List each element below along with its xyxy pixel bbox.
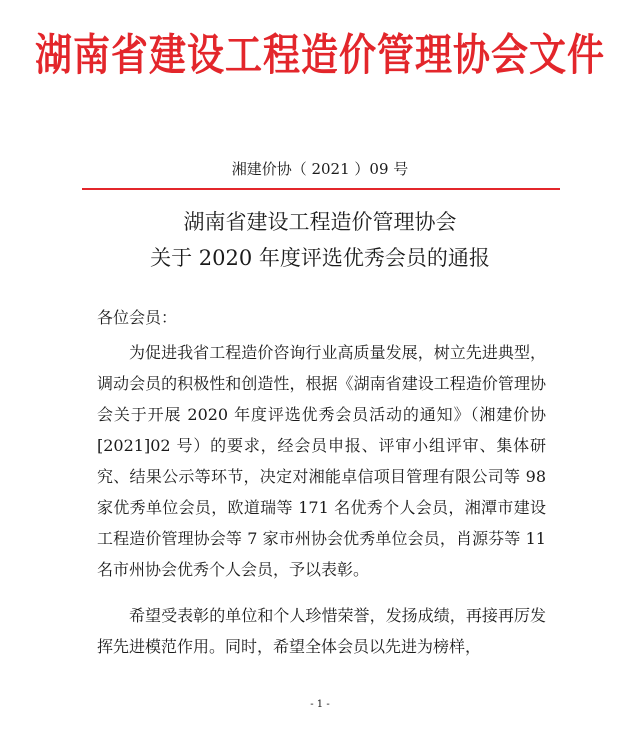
notice-title-line-1: 湖南省建设工程造价管理协会 <box>183 210 457 234</box>
body-paragraph-1: 为促进我省工程造价咨询行业高质量发展，树立先进典型，调动会员的积极性和创造性，根据《湖南省建设工程造价管理协会关于开展 2020 年度评选优秀会员活动的通知》（湘建价协[2021]02 号）的要求，经会员申报、评审小组评审、集体研究、结果公示等环节，决定对湘能卓信项目管理有限公司等 98 家优秀单位会员，欧道瑞等 171 名优秀个人会员，湘潭市建设工程造价管理协会等 7 家市州协会优秀单位会员，肖源芬等 11 名市州协会优秀个人会员，予以表彰。 <box>97 343 546 579</box>
body-paragraph-2: 希望受表彰的单位和个人珍惜荣誉，发扬成绩，再接再厉发挥先进模范作用。同时，希望全体会员以先进为榜样， <box>97 606 546 656</box>
notice-title-line-2: 关于 2020 年度评选优秀会员的通报 <box>150 246 490 270</box>
letterhead-title: 湖南省建设工程造价管理协会文件 <box>35 30 605 81</box>
document-number: 湘建价协（ 2021 ）09 号 <box>231 160 409 178</box>
page-number: - 1 - <box>310 699 330 710</box>
red-divider-rule <box>82 188 560 190</box>
salutation: 各位会员： <box>97 308 178 327</box>
